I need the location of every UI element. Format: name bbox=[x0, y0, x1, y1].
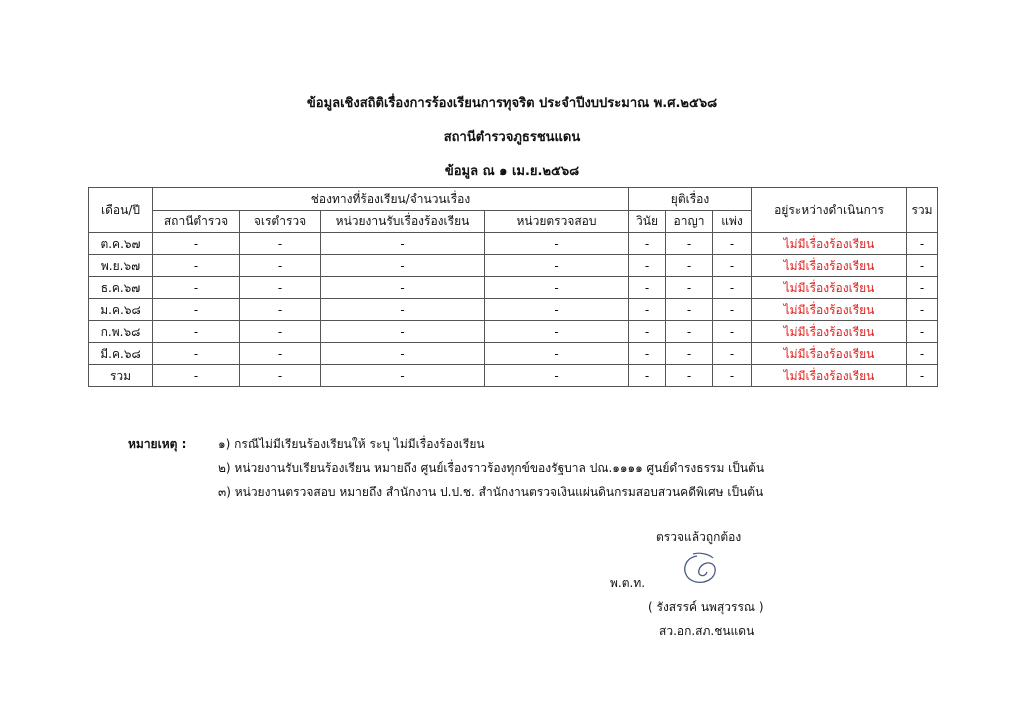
month-cell: รวม bbox=[89, 365, 153, 387]
total-cell: - bbox=[907, 321, 938, 343]
count-cell: - bbox=[153, 365, 240, 387]
subheader-complaint-agency: หน่วยงานรับเรื่องร้องเรียน bbox=[321, 210, 485, 233]
month-cell: ธ.ค.๖๗ bbox=[89, 277, 153, 299]
header-total: รวม bbox=[907, 188, 938, 233]
data-date: ข้อมูล ณ ๑ เม.ย.๒๕๖๘ bbox=[444, 164, 580, 179]
count-cell: - bbox=[240, 255, 321, 277]
count-cell: - bbox=[153, 321, 240, 343]
count-cell: - bbox=[485, 343, 629, 365]
month-cell: ก.พ.๖๘ bbox=[89, 321, 153, 343]
subheader-police-inspector: จเรตำรวจ bbox=[240, 210, 321, 233]
count-cell: - bbox=[240, 233, 321, 255]
count-cell: - bbox=[713, 299, 752, 321]
total-cell: - bbox=[907, 277, 938, 299]
status-cell: ไม่มีเรื่องร้องเรียน bbox=[752, 365, 907, 387]
total-cell: - bbox=[907, 365, 938, 387]
status-cell: ไม่มีเรื่องร้องเรียน bbox=[752, 343, 907, 365]
count-cell: - bbox=[485, 255, 629, 277]
notes-label: หมายเหตุ : bbox=[128, 437, 187, 451]
subheader-discipline: วินัย bbox=[629, 210, 666, 233]
count-cell: - bbox=[485, 321, 629, 343]
total-cell: - bbox=[907, 299, 938, 321]
subheader-audit-agency: หน่วยตรวจสอบ bbox=[485, 210, 629, 233]
count-cell: - bbox=[629, 343, 666, 365]
count-cell: - bbox=[240, 321, 321, 343]
table-row bbox=[89, 299, 938, 321]
count-cell: - bbox=[713, 277, 752, 299]
total-cell: - bbox=[907, 233, 938, 255]
count-cell: - bbox=[321, 321, 485, 343]
count-cell: - bbox=[629, 233, 666, 255]
count-cell: - bbox=[240, 277, 321, 299]
count-cell: - bbox=[713, 233, 752, 255]
month-cell: มี.ค.๖๘ bbox=[89, 343, 153, 365]
signer-rank: พ.ต.ท. bbox=[610, 576, 646, 590]
count-cell: - bbox=[321, 255, 485, 277]
total-cell: - bbox=[907, 255, 938, 277]
verified-text: ตรวจแล้วถูกต้อง bbox=[656, 530, 742, 544]
count-cell: - bbox=[713, 343, 752, 365]
table-row bbox=[89, 277, 938, 299]
document-title: ข้อมูลเชิงสถิติเรื่องการร้องเรียนการทุจริต ประจำปีงบประมาณ พ.ศ.๒๕๖๘ bbox=[306, 96, 718, 111]
count-cell: - bbox=[629, 255, 666, 277]
note-item: ๓) หน่วยงานตรวจสอบ หมายถึง สำนักงาน ป.ป.ช. สำนักงานตรวจเงินแผ่นดินกรมสอบสวนคดีพิเศษ เป็นต้น bbox=[218, 485, 764, 499]
count-cell: - bbox=[240, 365, 321, 387]
table-row bbox=[89, 233, 938, 255]
count-cell: - bbox=[713, 255, 752, 277]
count-cell: - bbox=[321, 277, 485, 299]
count-cell: - bbox=[666, 343, 713, 365]
count-cell: - bbox=[321, 299, 485, 321]
month-cell: พ.ย.๖๗ bbox=[89, 255, 153, 277]
status-cell: ไม่มีเรื่องร้องเรียน bbox=[752, 255, 907, 277]
table-row bbox=[89, 321, 938, 343]
header-month: เดือน/ปี bbox=[89, 188, 153, 233]
signer-name: ( รังสรรค์ นพสุวรรณ ) bbox=[648, 600, 764, 614]
table-row bbox=[89, 255, 938, 277]
count-cell: - bbox=[153, 233, 240, 255]
count-cell: - bbox=[321, 343, 485, 365]
count-cell: - bbox=[629, 365, 666, 387]
status-cell: ไม่มีเรื่องร้องเรียน bbox=[752, 277, 907, 299]
header-in-progress: อยู่ระหว่างดำเนินการ bbox=[752, 188, 907, 233]
header-channels: ช่องทางที่ร้องเรียน/จำนวนเรื่อง bbox=[153, 188, 629, 211]
count-cell: - bbox=[153, 343, 240, 365]
subheader-civil: แพ่ง bbox=[713, 210, 752, 233]
table-row bbox=[89, 365, 938, 387]
total-cell: - bbox=[907, 343, 938, 365]
count-cell: - bbox=[713, 365, 752, 387]
header-closed: ยุติเรื่อง bbox=[629, 188, 752, 211]
count-cell: - bbox=[321, 233, 485, 255]
count-cell: - bbox=[240, 299, 321, 321]
count-cell: - bbox=[153, 255, 240, 277]
count-cell: - bbox=[666, 255, 713, 277]
count-cell: - bbox=[629, 299, 666, 321]
count-cell: - bbox=[153, 277, 240, 299]
signer-position: สว.อก.สภ.ชนแดน bbox=[659, 624, 755, 638]
subheader-criminal: อาญา bbox=[666, 210, 713, 233]
count-cell: - bbox=[153, 299, 240, 321]
handwritten-signature bbox=[675, 550, 725, 590]
subheader-police-station: สถานีตำรวจ bbox=[153, 210, 240, 233]
count-cell: - bbox=[321, 365, 485, 387]
count-cell: - bbox=[485, 365, 629, 387]
count-cell: - bbox=[666, 299, 713, 321]
count-cell: - bbox=[485, 299, 629, 321]
count-cell: - bbox=[485, 233, 629, 255]
count-cell: - bbox=[666, 233, 713, 255]
count-cell: - bbox=[629, 277, 666, 299]
count-cell: - bbox=[666, 365, 713, 387]
count-cell: - bbox=[629, 321, 666, 343]
note-item: ๒) หน่วยงานรับเรียนร้องเรียน หมายถึง ศูนย์เรื่องราวร้องทุกข์ของรัฐบาล ปณ.๑๑๑๑ ศูนย์ดำรงธรรม เป็นต้น bbox=[218, 461, 765, 475]
note-item: ๑) กรณีไม่มีเรียนร้องเรียนให้ ระบุ ไม่มีเรื่องร้องเรียน bbox=[218, 437, 485, 451]
count-cell: - bbox=[485, 277, 629, 299]
status-cell: ไม่มีเรื่องร้องเรียน bbox=[752, 321, 907, 343]
month-cell: ม.ค.๖๘ bbox=[89, 299, 153, 321]
count-cell: - bbox=[713, 321, 752, 343]
table-row bbox=[89, 343, 938, 365]
status-cell: ไม่มีเรื่องร้องเรียน bbox=[752, 299, 907, 321]
station-name: สถานีตำรวจภูธรชนแดน bbox=[443, 130, 581, 145]
count-cell: - bbox=[666, 277, 713, 299]
month-cell: ต.ค.๖๗ bbox=[89, 233, 153, 255]
count-cell: - bbox=[240, 343, 321, 365]
status-cell: ไม่มีเรื่องร้องเรียน bbox=[752, 233, 907, 255]
complaint-statistics-table bbox=[88, 187, 938, 387]
count-cell: - bbox=[666, 321, 713, 343]
